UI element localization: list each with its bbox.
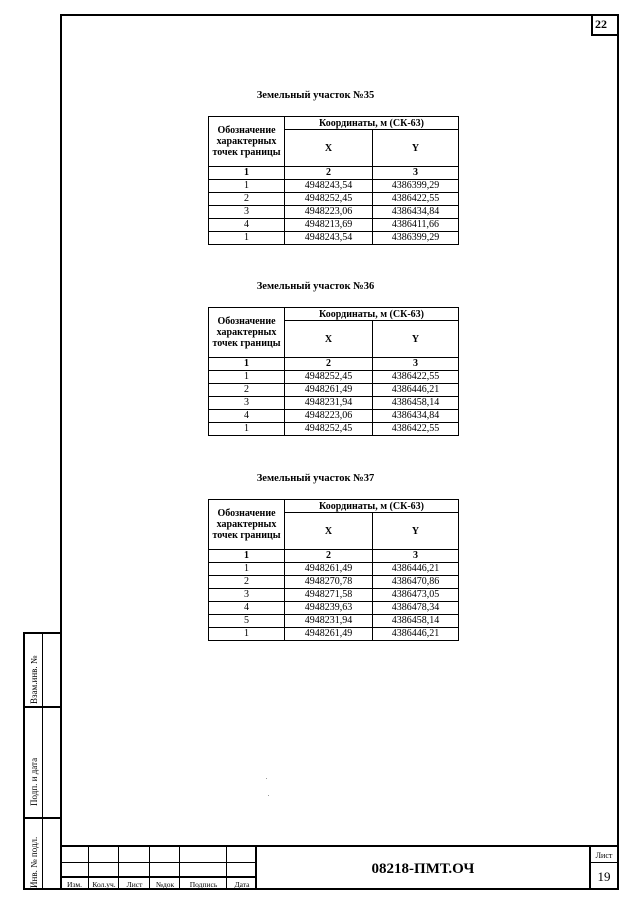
point-cell: 1: [209, 423, 285, 436]
y-cell: 4386458,14: [373, 615, 459, 628]
y-cell: 4386422,55: [373, 423, 459, 436]
y-cell: 4386411,66: [373, 219, 459, 232]
index-cell: 3: [373, 550, 459, 563]
point-cell: 1: [209, 180, 285, 193]
y-cell: 4386470,86: [373, 576, 459, 589]
stamp-row-line: [60, 876, 257, 878]
point-cell: 3: [209, 589, 285, 602]
table-row: [209, 232, 459, 245]
point-cell: 4: [209, 602, 285, 615]
x-cell: 4948252,45: [285, 423, 373, 436]
x-cell: 4948252,45: [285, 193, 373, 206]
page-number: 22: [595, 17, 607, 31]
table-row: [209, 410, 459, 423]
point-cell: 4: [209, 219, 285, 232]
x-cell: 4948223,06: [285, 410, 373, 423]
table-row: [209, 602, 459, 615]
table-row: [209, 206, 459, 219]
header-point-designation: Обозначение характерных точек границы: [209, 308, 285, 358]
point-cell: 2: [209, 576, 285, 589]
sheet-row-line: [589, 862, 619, 863]
document-code: 08218-ПМТ.ОЧ: [371, 861, 475, 877]
section-title-36: Земельный участок №36: [256, 281, 375, 292]
vzam-inv-label: Взам.инв. №: [29, 655, 39, 704]
x-cell: 4948261,49: [285, 628, 373, 641]
point-cell: 3: [209, 206, 285, 219]
section-title-35: Земельный участок №35: [256, 90, 375, 101]
header-y: Y: [373, 130, 459, 167]
point-cell: 3: [209, 397, 285, 410]
y-cell: 4386458,14: [373, 397, 459, 410]
podp-data-label: Подп. и дата: [29, 757, 39, 806]
index-cell: 1: [209, 550, 285, 563]
scan-speck: [266, 778, 267, 779]
table-row: [209, 180, 459, 193]
y-cell: 4386434,84: [373, 410, 459, 423]
side-strip-divider: [42, 634, 43, 888]
table-row: [209, 371, 459, 384]
table-row: [209, 193, 459, 206]
table-row: [209, 576, 459, 589]
index-cell: 1: [209, 167, 285, 180]
header-y: Y: [373, 513, 459, 550]
header-coordinates: Координаты, м (СК-63): [285, 117, 459, 130]
point-cell: 2: [209, 384, 285, 397]
page-number-box: [591, 16, 617, 36]
header-y: Y: [373, 321, 459, 358]
side-strip-row-line: [25, 817, 60, 819]
table-row: [209, 615, 459, 628]
x-cell: 4948243,54: [285, 232, 373, 245]
y-cell: 4386446,21: [373, 628, 459, 641]
sheet-number: 19: [597, 869, 611, 884]
index-cell: 2: [285, 358, 373, 371]
x-cell: 4948239,63: [285, 602, 373, 615]
y-cell: 4386446,21: [373, 563, 459, 576]
y-cell: 4386446,21: [373, 384, 459, 397]
point-cell: 1: [209, 628, 285, 641]
side-strip-row-line: [25, 706, 60, 708]
y-cell: 4386434,84: [373, 206, 459, 219]
y-cell: 4386473,05: [373, 589, 459, 602]
point-cell: 1: [209, 371, 285, 384]
header-coordinates: Координаты, м (СК-63): [285, 308, 459, 321]
table-row: [209, 628, 459, 641]
x-cell: 4948213,69: [285, 219, 373, 232]
header-point-designation: Обозначение характерных точек границы: [209, 500, 285, 550]
point-cell: 1: [209, 563, 285, 576]
side-strip: [23, 632, 60, 890]
table-row: [209, 219, 459, 232]
y-cell: 4386399,29: [373, 232, 459, 245]
title-block: [60, 845, 619, 890]
coordinates-table-36: [208, 307, 459, 436]
point-cell: 1: [209, 232, 285, 245]
table-row: [209, 589, 459, 602]
header-point-designation: Обозначение характерных точек границы: [209, 117, 285, 167]
x-cell: 4948261,49: [285, 563, 373, 576]
header-x: X: [285, 130, 373, 167]
table-row: [209, 397, 459, 410]
point-cell: 4: [209, 410, 285, 423]
x-cell: 4948270,78: [285, 576, 373, 589]
stamp-col-label: Подпись: [189, 880, 218, 889]
point-cell: 5: [209, 615, 285, 628]
table-row: [209, 563, 459, 576]
section-title-37: Земельный участок №37: [256, 473, 375, 484]
index-cell: 1: [209, 358, 285, 371]
point-cell: 2: [209, 193, 285, 206]
stamp-col-label: №док: [155, 880, 175, 889]
coordinates-table-37: [208, 499, 459, 641]
stamp-row-line: [60, 862, 257, 863]
x-cell: 4948271,58: [285, 589, 373, 602]
x-cell: 4948243,54: [285, 180, 373, 193]
y-cell: 4386422,55: [373, 371, 459, 384]
header-x: X: [285, 513, 373, 550]
sheet-label: Лист: [595, 851, 613, 860]
x-cell: 4948231,94: [285, 615, 373, 628]
index-cell: 3: [373, 358, 459, 371]
x-cell: 4948223,06: [285, 206, 373, 219]
x-cell: 4948261,49: [285, 384, 373, 397]
stamp-col-label: Изм.: [67, 880, 82, 889]
stamp-col-label: Дата: [234, 880, 250, 889]
table-row: [209, 384, 459, 397]
y-cell: 4386478,34: [373, 602, 459, 615]
y-cell: 4386422,55: [373, 193, 459, 206]
table-row: [209, 423, 459, 436]
stamp-col-label: Кол.уч.: [92, 880, 116, 889]
inv-podl-label: Инв. № подл.: [29, 836, 39, 888]
x-cell: 4948252,45: [285, 371, 373, 384]
scan-speck: [268, 795, 269, 796]
index-cell: 2: [285, 167, 373, 180]
stamp-col-label: Лист: [126, 880, 143, 889]
index-cell: 3: [373, 167, 459, 180]
header-x: X: [285, 321, 373, 358]
x-cell: 4948231,94: [285, 397, 373, 410]
header-coordinates: Координаты, м (СК-63): [285, 500, 459, 513]
index-cell: 2: [285, 550, 373, 563]
coordinates-table-35: [208, 116, 459, 245]
y-cell: 4386399,29: [373, 180, 459, 193]
